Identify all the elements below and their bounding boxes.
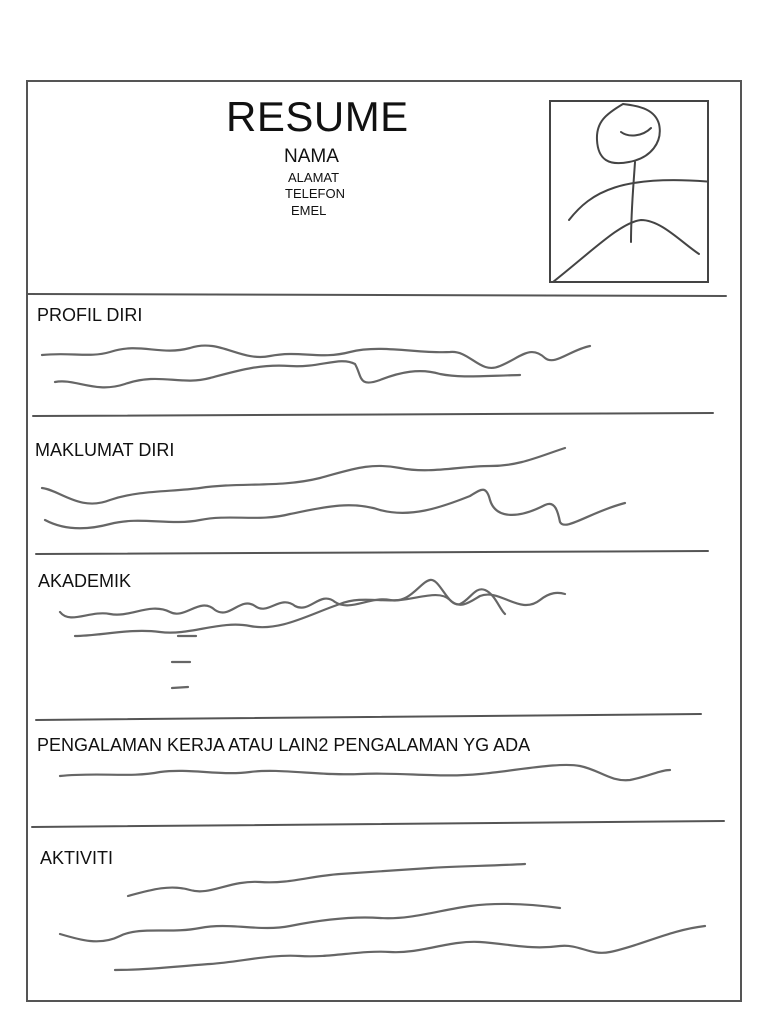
name-field: NAMA (284, 146, 339, 167)
stick-figure-portrait-icon (551, 102, 707, 281)
section-maklumat-diri-label: MAKLUMAT DIRI (35, 440, 175, 460)
resume-title: RESUME (226, 93, 409, 140)
section-akademik-label: AKADEMIK (38, 571, 132, 591)
section-profil-diri-label: PROFIL DIRI (37, 305, 143, 325)
phone-field: TELEFON (285, 186, 345, 201)
section-aktiviti-label: AKTIVITI (40, 848, 114, 868)
address-field: ALAMAT (288, 170, 340, 185)
email-field: EMEL (291, 203, 327, 218)
photo-frame (549, 100, 709, 283)
section-pengalaman-label: PENGALAMAN KERJA ATAU LAIN2 PENGALAMAN YG ADA (37, 735, 531, 755)
